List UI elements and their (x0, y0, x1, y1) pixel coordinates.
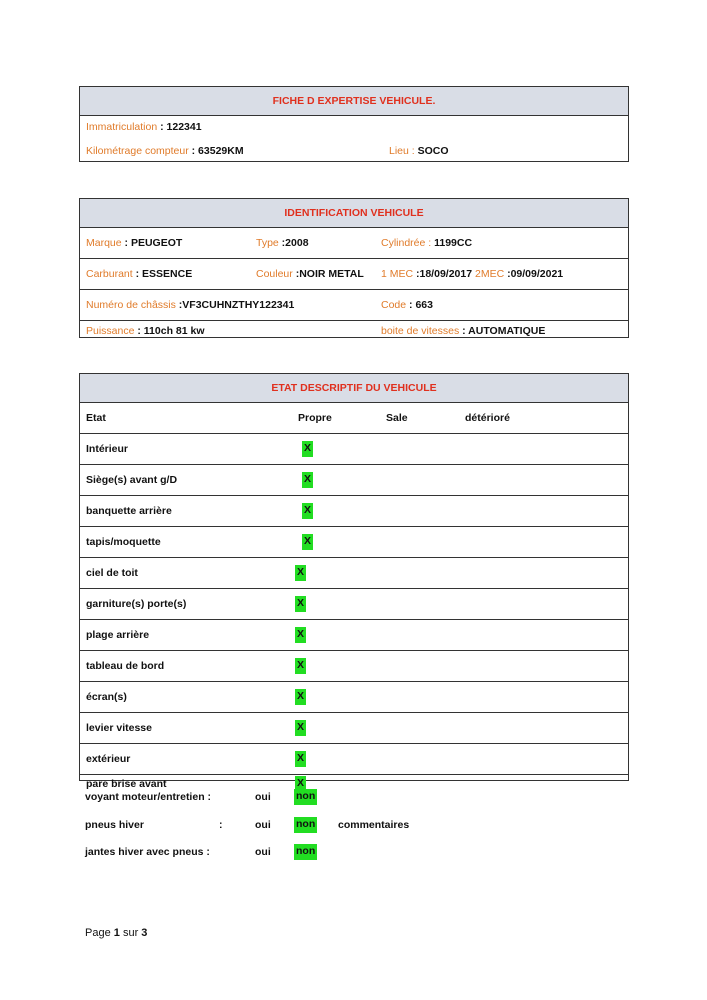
table-row (80, 496, 628, 527)
table-row (80, 465, 628, 496)
col-propre: Propre (298, 412, 332, 424)
propre-mark: X (295, 596, 306, 612)
type-label: Type (256, 237, 279, 249)
cylindree-label: Cylindrée : (381, 237, 432, 249)
code-label: Code (381, 299, 407, 311)
carburant-value: : ESSENCE (132, 268, 193, 280)
chassis-value: :VF3CUHNZTHY122341 (175, 299, 295, 311)
row-label: tableau de bord (86, 660, 165, 672)
table-row (80, 620, 628, 651)
mec1-value: :18/09/2017 (413, 268, 475, 280)
etat-title: ETAT DESCRIPTIF DU VEHICULE (80, 374, 628, 403)
option-oui: oui (255, 846, 271, 858)
table-row (80, 713, 628, 744)
fiche-expertise-box (79, 86, 629, 162)
option-comment: commentaires (338, 819, 410, 831)
row-label: Intérieur (86, 443, 129, 455)
option-non-mark: non (294, 789, 317, 805)
carburant-label: Carburant (86, 268, 133, 280)
page-word: Page (85, 927, 111, 939)
table-row (80, 651, 628, 682)
puissance-label: Puissance (86, 325, 135, 337)
km-value: : 63529KM (188, 145, 244, 157)
chassis-label: Numéro de châssis (86, 299, 176, 311)
cylindree-value: 1199CC (431, 237, 473, 249)
table-row (80, 434, 628, 465)
etat-box (79, 373, 629, 790)
option-oui: oui (255, 819, 271, 831)
propre-mark: X (295, 565, 306, 581)
propre-mark: X (302, 441, 313, 457)
option-oui: oui (255, 791, 271, 803)
option-colon: : (219, 819, 223, 831)
puissance-value: : 110ch 81 kw (134, 325, 205, 337)
boite-value: : AUTOMATIQUE (459, 325, 546, 337)
row-label: banquette arrière (86, 505, 172, 517)
propre-mark: X (302, 472, 313, 488)
couleur-value: :NOIR METAL (292, 268, 364, 280)
page-number: 1 (113, 927, 120, 939)
propre-mark: X (295, 751, 306, 767)
row-label: pare brise avant (86, 778, 167, 790)
marque-value: : PEUGEOT (121, 237, 183, 249)
code-value: : 663 (406, 299, 433, 311)
marque-label: Marque (86, 237, 122, 249)
option-label: jantes hiver avec pneus : (85, 846, 210, 858)
propre-mark: X (302, 534, 313, 550)
table-row (80, 558, 628, 589)
table-row (80, 682, 628, 713)
identification-title: IDENTIFICATION VEHICULE (80, 199, 628, 228)
lieu-label: Lieu : (389, 145, 415, 157)
boite-label: boite de vitesses (381, 325, 460, 337)
propre-mark: X (295, 720, 306, 736)
page-footer (85, 927, 147, 939)
col-deteriore: détérioré (465, 412, 510, 424)
couleur-label: Couleur (256, 268, 293, 280)
mec1-label: 1 MEC (381, 268, 414, 280)
row-label: plage arrière (86, 629, 150, 641)
type-value: :2008 (278, 237, 309, 249)
mec2-value: :09/09/2021 (504, 268, 564, 280)
identification-box (79, 198, 629, 338)
propre-mark: X (295, 658, 306, 674)
table-row (80, 744, 628, 775)
table-row (80, 527, 628, 558)
col-sale: Sale (386, 412, 408, 424)
propre-mark: X (295, 689, 306, 705)
row-label: Siège(s) avant g/D (86, 474, 178, 486)
row-label: garniture(s) porte(s) (86, 598, 187, 610)
page-total: 3 (141, 927, 148, 939)
propre-mark: X (295, 627, 306, 643)
propre-mark: X (295, 776, 306, 792)
row-label: tapis/moquette (86, 536, 161, 548)
row-label: ciel de toit (86, 567, 138, 579)
fiche-title: FICHE D EXPERTISE VEHICULE. (80, 87, 628, 116)
option-non-mark: non (294, 844, 317, 860)
km-label: Kilométrage compteur (86, 145, 189, 157)
row-label: extérieur (86, 753, 131, 765)
lieu-value: SOCO (414, 145, 449, 157)
mec2-label: 2MEC (474, 268, 505, 280)
table-row (80, 589, 628, 620)
immat-label: Immatriculation (86, 121, 158, 133)
immat-value: : 122341 (157, 121, 202, 133)
option-label: voyant moteur/entretien : (85, 791, 212, 803)
option-label: pneus hiver (85, 819, 144, 831)
option-non-mark: non (294, 817, 317, 833)
etat-header-row (80, 403, 628, 434)
col-etat: Etat (86, 412, 106, 424)
row-label: écran(s) (86, 691, 127, 703)
row-label: levier vitesse (86, 722, 152, 734)
propre-mark: X (302, 503, 313, 519)
sur-word: sur (122, 927, 139, 939)
